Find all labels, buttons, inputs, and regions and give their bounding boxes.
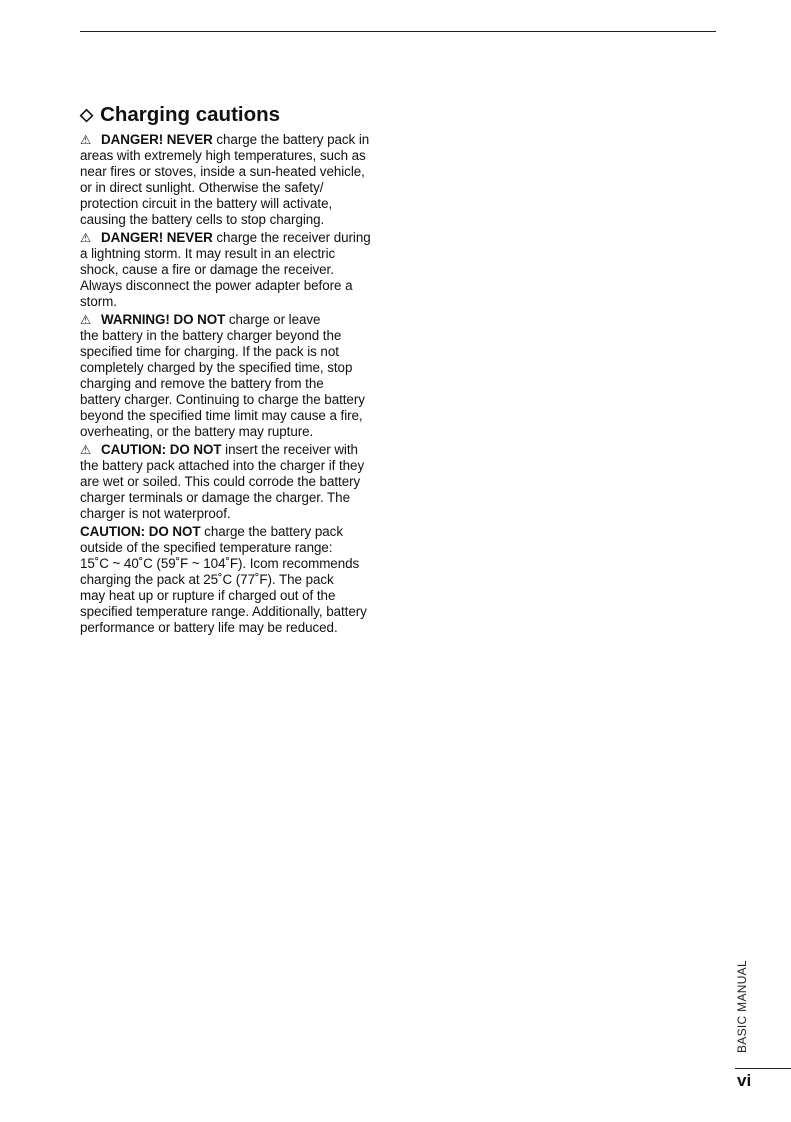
paragraph-line: the battery pack attached into the charger if they [80, 458, 365, 473]
paragraph-line: specified time for charging. If the pack is not [80, 344, 339, 359]
paragraph-text: charge the receiver during [212, 230, 371, 245]
paragraph-first-line [80, 132, 398, 148]
paragraph-line: protection circuit in the battery will activate, [80, 196, 333, 211]
warning-triangle-icon: ⚠ [80, 133, 92, 147]
paragraph-first-line [80, 442, 398, 458]
section-title: Charging cautions [100, 103, 281, 126]
paragraph-text: charge or leave [225, 312, 321, 327]
paragraph-line: performance or battery life may be reduced. [80, 620, 338, 635]
paragraph-line: causing the battery cells to stop charging. [80, 212, 325, 227]
paragraph-line: charging and remove the battery from the [80, 376, 324, 391]
paragraph-line: Always disconnect the power adapter before a [80, 278, 353, 293]
paragraph-line: charger is not waterproof. [80, 506, 231, 521]
paragraph-line: specified temperature range. Additionally, battery [80, 604, 367, 619]
footer-rule [735, 1068, 791, 1069]
paragraph-line: or in direct sunlight. Otherwise the safety/ [80, 180, 324, 195]
paragraph-line: 15˚C ~ 40˚C (59˚F ~ 104˚F). Icom recommends [80, 556, 360, 571]
paragraph-text: insert the receiver with [221, 442, 358, 457]
warning-triangle-icon: ⚠ [80, 443, 92, 457]
diamond-outline-icon: ◇ [80, 105, 94, 124]
paragraph-line: near fires or stoves, inside a sun-heated vehicle, [80, 164, 365, 179]
paragraph-line: are wet or soiled. This could corrode the battery [80, 474, 361, 489]
paragraph-line: charging the pack at 25˚C (77˚F). The pack [80, 572, 334, 587]
paragraph-text: charge the battery pack [200, 524, 343, 539]
caution-keyword: CAUTION: DO NOT [80, 524, 201, 539]
caution-keyword: WARNING! DO NOT [101, 312, 226, 327]
caution-paragraph-3 [80, 312, 398, 440]
warning-triangle-icon: ⚠ [80, 231, 92, 245]
caution-paragraph-4 [80, 442, 398, 522]
paragraph-line: areas with extremely high temperatures, such as [80, 148, 366, 163]
paragraph-first-line [80, 230, 398, 246]
paragraph-first-line [80, 524, 398, 540]
caution-paragraph-5 [80, 524, 398, 636]
section-heading [80, 101, 398, 129]
warning-triangle-icon: ⚠ [80, 313, 92, 327]
paragraph-first-line [80, 312, 398, 328]
caution-keyword: DANGER! NEVER [101, 132, 213, 147]
paragraph-line: charger terminals or damage the charger. The [80, 490, 350, 505]
paragraph-line: storm. [80, 294, 117, 309]
paragraph-line: battery charger. Continuing to charge the battery [80, 392, 365, 407]
caution-keyword: DANGER! NEVER [101, 230, 213, 245]
paragraph-line: may heat up or rupture if charged out of the [80, 588, 336, 603]
paragraph-line: beyond the specified time limit may cause a fire, [80, 408, 363, 423]
paragraph-text: charge the battery pack in [212, 132, 370, 147]
paragraph-line: the battery in the battery charger beyond the [80, 328, 342, 343]
paragraph-line: completely charged by the specified time, stop [80, 360, 353, 375]
manual-side-label: BASIC MANUAL [735, 960, 749, 1053]
paragraph-line: overheating, or the battery may rupture. [80, 424, 314, 439]
page-number: vi [737, 1071, 752, 1090]
charging-cautions-section [80, 101, 398, 638]
paragraph-line: shock, cause a fire or damage the receiver. [80, 262, 334, 277]
caution-keyword: CAUTION: DO NOT [101, 442, 222, 457]
caution-paragraph-2 [80, 230, 398, 310]
header-rule [80, 31, 716, 32]
paragraph-line: a lightning storm. It may result in an electric [80, 246, 336, 261]
paragraph-line: outside of the specified temperature range: [80, 540, 333, 555]
caution-paragraph-1 [80, 132, 398, 228]
